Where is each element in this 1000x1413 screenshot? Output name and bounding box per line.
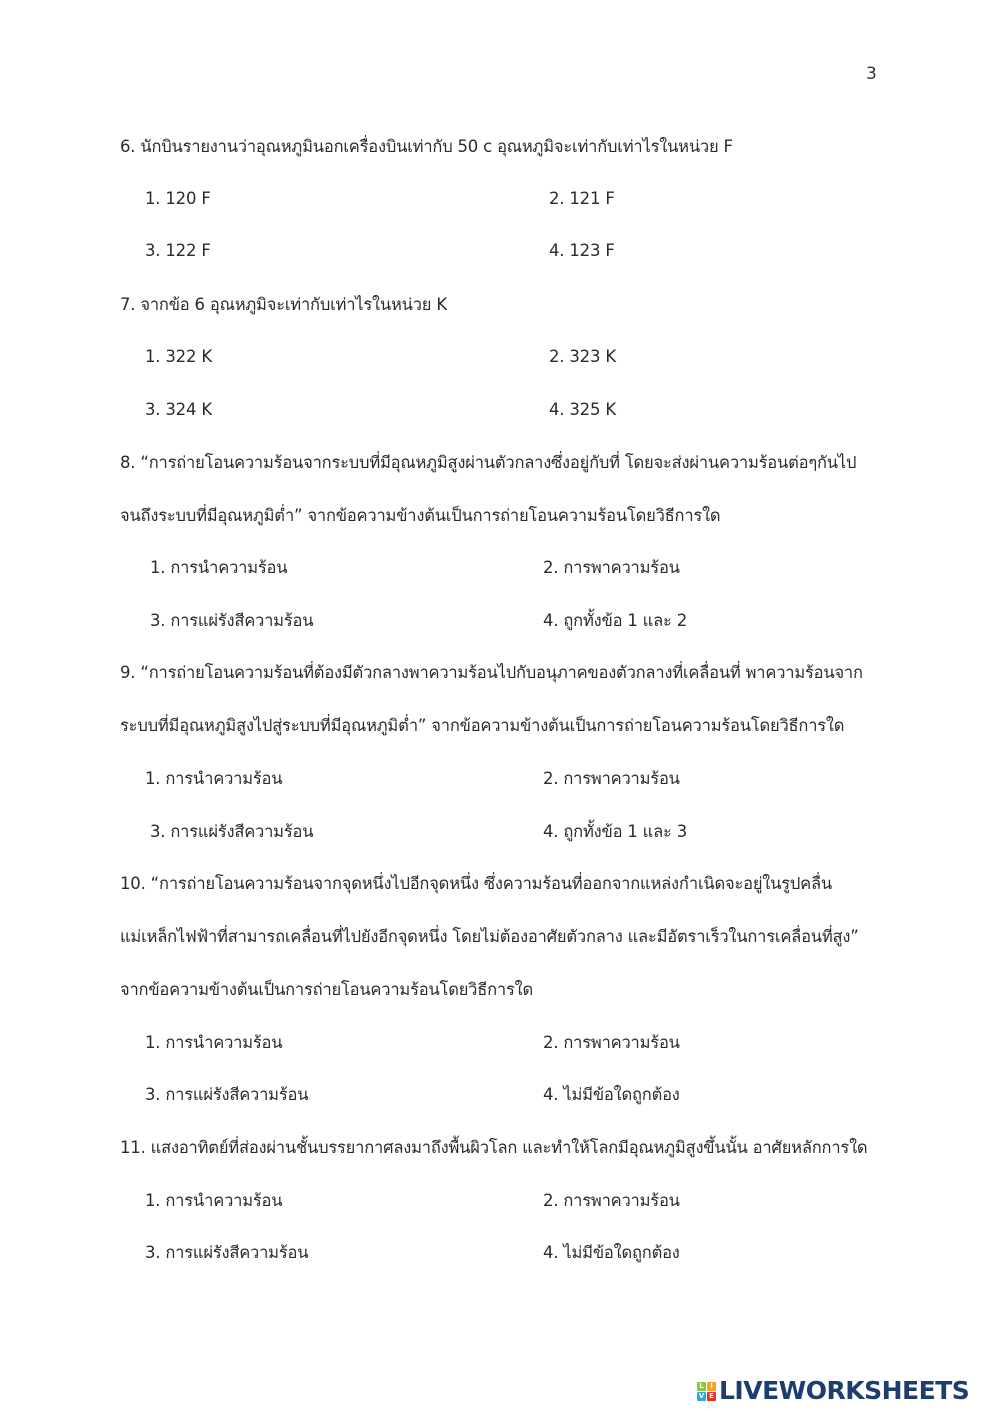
logo-letter-v: V	[698, 1392, 705, 1400]
logo-letter-e: E	[707, 1392, 716, 1401]
option-2[interactable]: 2. 323 K	[549, 347, 616, 366]
option-4[interactable]: 4. 325 K	[549, 400, 616, 419]
option-1[interactable]: 1. การนำความร้อน	[145, 1033, 283, 1052]
option-4[interactable]: 4. ถูกทั้งข้อ 1 และ 2	[543, 611, 688, 630]
question-text-line-2: ระบบที่มีอุณหภูมิสูงไปสู่ระบบที่มีอุณหภูมิต่ำ” จากข้อความข้างต้นเป็นการถ่ายโอนความร้อนโดยวิธีการใด	[120, 716, 845, 735]
question-text-line-1: 9. “การถ่ายโอนความร้อนที่ต้องมีตัวกลางพาความร้อนไปกับอนุภาคของตัวกลางที่เคลื่อนที่ พาความร้อนจาก	[120, 663, 863, 682]
option-4[interactable]: 4. ไม่มีข้อใดถูกต้อง	[543, 1243, 680, 1262]
option-3[interactable]: 3. การแผ่รังสีความร้อน	[145, 1243, 309, 1262]
option-2[interactable]: 2. การพาความร้อน	[543, 769, 680, 788]
option-3[interactable]: 3. การแผ่รังสีความร้อน	[150, 822, 314, 841]
question-text: 6. นักบินรายงานว่าอุณหภูมินอกเครื่องบินเท่ากับ 50 c อุณหภูมิจะเท่ากับเท่าไรในหน่วย F	[120, 137, 733, 156]
option-3[interactable]: 3. 324 K	[145, 400, 212, 419]
page-number: 3	[866, 64, 877, 84]
option-1[interactable]: 1. การนำความร้อน	[145, 769, 283, 788]
option-1[interactable]: 1. การนำความร้อน	[145, 1191, 283, 1210]
question-text-line-1: 10. “การถ่ายโอนความร้อนจากจุดหนึ่งไปอีกจุดหนึ่ง ซึ่งความร้อนที่ออกจากแหล่งกำเนิดจะอยู่ในรูปคลื่น	[120, 874, 832, 893]
option-2[interactable]: 2. การพาความร้อน	[543, 558, 680, 577]
logo-text: LIVEWORKSHEETS	[719, 1376, 970, 1405]
option-1[interactable]: 1. การนำความร้อน	[150, 558, 288, 577]
live-icon	[697, 1382, 716, 1401]
option-4[interactable]: 4. 123 F	[549, 241, 615, 260]
question-text: 11. แสงอาทิตย์ที่ส่องผ่านชั้นบรรยากาศลงมาถึงพื้นผิวโลก และทำให้โลกมีอุณหภูมิสูงขึ้นนั้น อาศัยหลักการใด	[120, 1138, 868, 1157]
option-2[interactable]: 2. 121 F	[549, 189, 615, 208]
question-text-line-1: 8. “การถ่ายโอนความร้อนจากระบบที่มีอุณหภูมิสูงผ่านตัวกลางซึ่งอยู่กับที่ โดยจะส่งผ่านความร้อนต่อๆกันไป	[120, 453, 857, 472]
option-1[interactable]: 1. 120 F	[145, 189, 211, 208]
question-text-line-2: จนถึงระบบที่มีอุณหภูมิต่ำ” จากข้อความข้างต้นเป็นการถ่ายโอนความร้อนโดยวิธีการใด	[120, 506, 721, 525]
option-2[interactable]: 2. การพาความร้อน	[543, 1191, 680, 1210]
option-3[interactable]: 3. การแผ่รังสีความร้อน	[145, 1085, 309, 1104]
question-text-line-2: แม่เหล็กไฟฟ้าที่สามารถเคลื่อนที่ไปยังอีกจุดหนึ่ง โดยไม่ต้องอาศัยตัวกลาง และมีอัตราเร็วในการเคลื่อนที่สูง”	[120, 927, 859, 946]
option-3[interactable]: 3. การแผ่รังสีความร้อน	[150, 611, 314, 630]
option-4[interactable]: 4. ไม่มีข้อใดถูกต้อง	[543, 1085, 680, 1104]
option-1[interactable]: 1. 322 K	[145, 347, 212, 366]
liveworksheets-logo	[697, 1378, 969, 1404]
question-text: 7. จากข้อ 6 อุณหภูมิจะเท่ากับเท่าไรในหน่วย K	[120, 295, 447, 314]
option-4[interactable]: 4. ถูกทั้งข้อ 1 และ 3	[543, 822, 688, 841]
option-3[interactable]: 3. 122 F	[145, 241, 211, 260]
logo-letter-i: I	[707, 1382, 716, 1391]
option-2[interactable]: 2. การพาความร้อน	[543, 1033, 680, 1052]
logo-letter-l: L	[697, 1382, 706, 1391]
question-text-line-3: จากข้อความข้างต้นเป็นการถ่ายโอนความร้อนโดยวิธีการใด	[120, 980, 534, 999]
